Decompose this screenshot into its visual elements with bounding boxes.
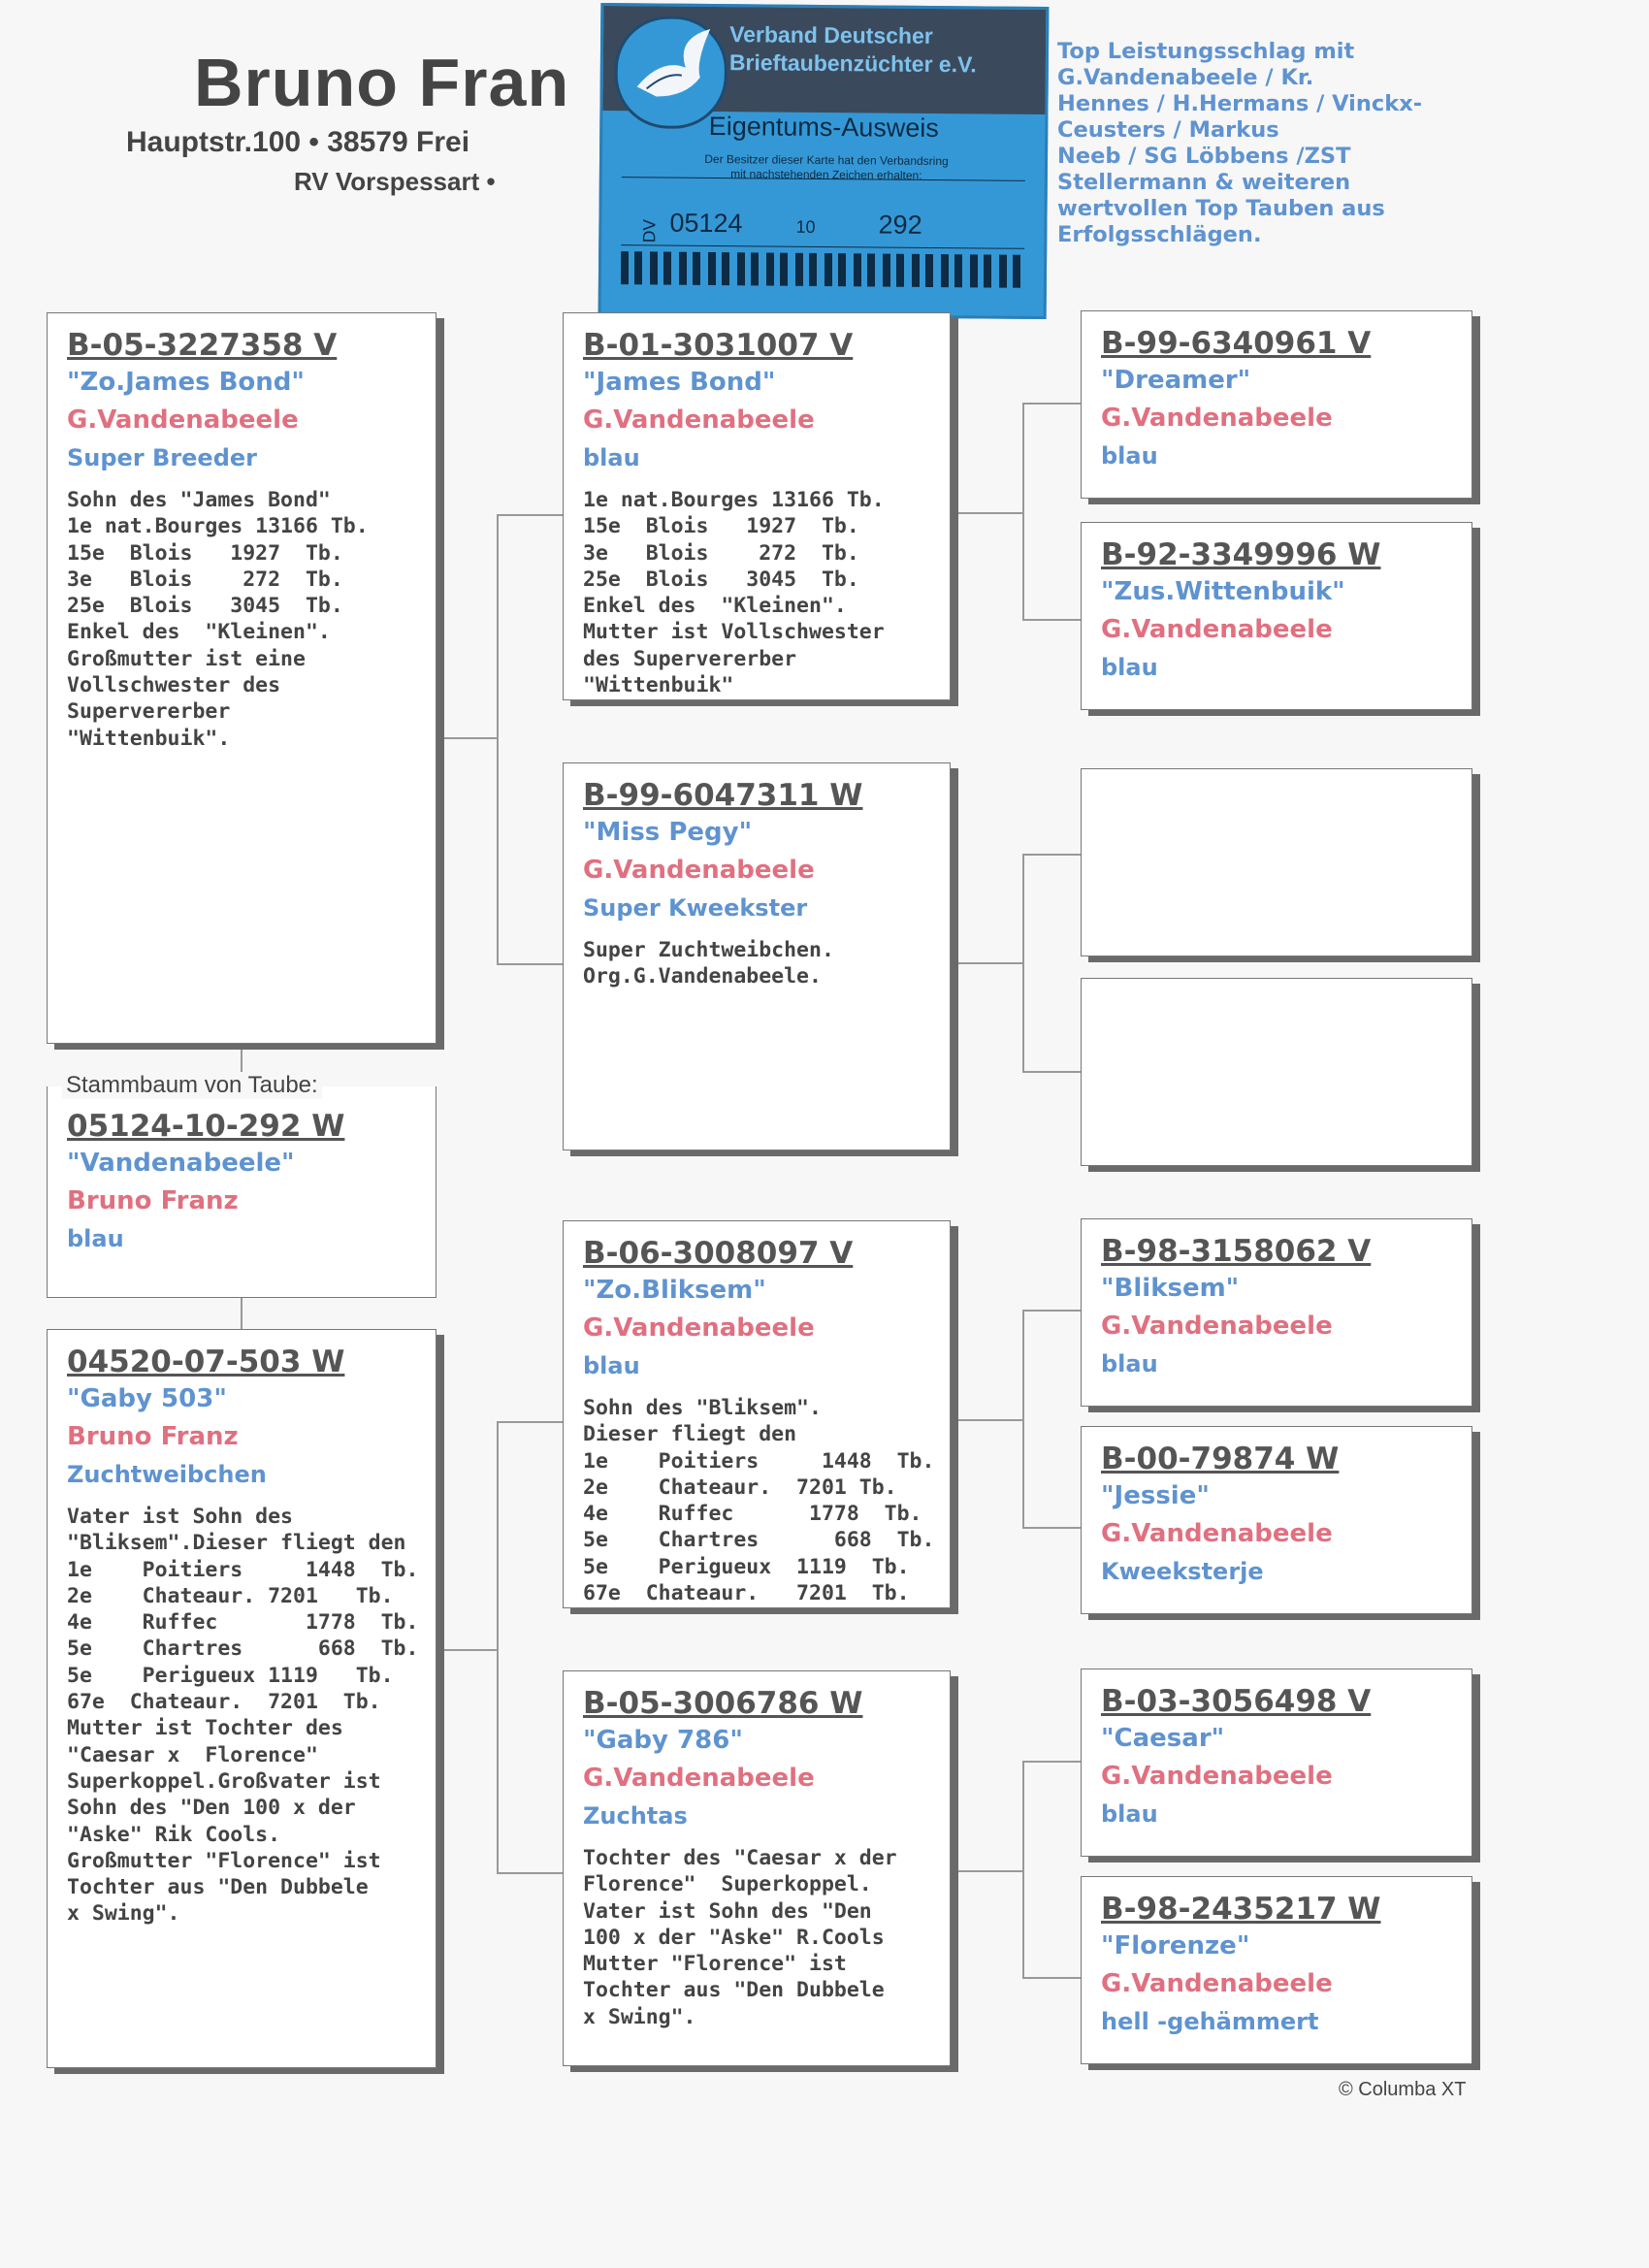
connector-line — [951, 1870, 1022, 1872]
card-ring: 292 — [878, 210, 922, 240]
pedigree-label: Stammbaum von Taube: — [62, 1072, 322, 1099]
connector-line — [1022, 1310, 1024, 1528]
top-note-line: Stellermann & weiteren — [1057, 170, 1351, 195]
pigeon-name: "Gaby 786" — [583, 1726, 743, 1755]
connector-line — [436, 737, 497, 739]
ring-number: B-99-6047311 W — [583, 778, 863, 813]
connector-line — [241, 1298, 242, 1329]
pigeon-notes: Vater ist Sohn des "Bliksem".Dieser fliegt den 1e Poitiers 1448 Tb. 2e Chateaur. 7201 Tb. 4e Ruffec 1778 Tb. 5e Chartres 668 Tb. 5e Perigueux 1119 Tb. 67e Chateaur. 7201 Tb. Mutter ist Tochter des "Caesar x Florence" Superkoppel.Großvater ist Sohn des "Den 100 x der "Aske" Rik Cools. Großmutter "Florence" ist Tochter aus "Den Dubbele x Swing". — [67, 1505, 419, 1927]
pedigree-box-dd-sire — [1081, 1669, 1472, 1857]
pigeon-breeder: G.Vandenabeele — [583, 856, 815, 885]
connector-line — [951, 512, 1022, 514]
connector-line — [1022, 854, 1024, 1072]
connector-line — [497, 1421, 499, 1872]
pigeon-breeder: G.Vandenabeele — [67, 405, 299, 435]
pedigree-box-dam-dam — [563, 1670, 951, 2066]
ring-number: B-99-6340961 V — [1101, 326, 1372, 361]
connector-line — [1022, 403, 1081, 405]
pigeon-breeder: G.Vandenabeele — [583, 1313, 815, 1343]
connector-line — [497, 514, 563, 516]
ring-number: 04520-07-503 W — [67, 1345, 345, 1379]
pigeon-name: "Zo.Bliksem" — [583, 1276, 766, 1305]
pigeon-color: hell -gehämmert — [1101, 2008, 1319, 2035]
pigeon-breeder: G.Vandenabeele — [1101, 615, 1333, 644]
card-number: 05124 — [669, 208, 743, 239]
pigeon-color: blau — [1101, 1350, 1158, 1377]
connector-line — [1022, 1527, 1081, 1529]
breeder-address: Hauptstr.100 • 38579 Frei — [126, 126, 470, 158]
top-note-line: Hennes / H.Hermans / Vinckx- — [1057, 91, 1423, 116]
pedigree-box-subject — [47, 1086, 436, 1298]
pedigree-box-dam-sire — [563, 1220, 951, 1608]
pigeon-name: "Gaby 503" — [67, 1384, 227, 1413]
top-note-line: Ceusters / Markus — [1057, 117, 1279, 143]
ring-number: B-98-2435217 W — [1101, 1892, 1381, 1927]
card-heading: Eigentums-Ausweis — [708, 111, 939, 144]
pigeon-color: blau — [67, 1225, 124, 1252]
pigeon-name: "Jessie" — [1101, 1481, 1210, 1510]
pigeon-breeder: G.Vandenabeele — [1101, 1312, 1333, 1341]
breeder-name-heading: Bruno Fran — [194, 45, 570, 120]
card-ring-number — [669, 209, 922, 241]
pedigree-box-ss-sire — [1081, 310, 1472, 499]
ring-number: B-00-79874 W — [1101, 1442, 1340, 1476]
copyright-footer: © Columba XT — [1339, 2079, 1467, 2100]
top-note-line: Erfolgsschlägen. — [1057, 222, 1262, 247]
pigeon-breeder: G.Vandenabeele — [583, 405, 815, 435]
card-title — [729, 20, 977, 79]
pigeon-name: "Florenze" — [1101, 1931, 1250, 1960]
pedigree-box-dam — [47, 1329, 436, 2068]
pedigree-box-sire-dam — [563, 762, 951, 1150]
pedigree-box-sd-dam-empty — [1081, 978, 1472, 1166]
pedigree-box-ss-dam — [1081, 522, 1472, 710]
breeder-club: RV Vorspessart • — [294, 167, 496, 196]
ring-number: B-01-3031007 V — [583, 328, 854, 363]
pedigree-box-sire-sire — [563, 312, 951, 700]
ring-number: B-05-3006786 W — [583, 1686, 863, 1721]
card-prefix: DV — [640, 218, 661, 243]
pigeon-name: "Miss Pegy" — [583, 818, 753, 847]
connector-line — [951, 1419, 1022, 1421]
top-note-line: Neeb / SG Löbbens /ZST — [1057, 144, 1351, 169]
connector-line — [1022, 1761, 1024, 1979]
pigeon-breeder: Bruno Franz — [67, 1422, 239, 1451]
connector-line — [1022, 1761, 1081, 1763]
pedigree-box-sd-sire-empty — [1081, 768, 1472, 956]
pigeon-name: "Dreamer" — [1101, 366, 1251, 395]
pedigree-box-ds-sire — [1081, 1218, 1472, 1407]
connector-line — [497, 963, 563, 965]
pigeon-name: "Bliksem" — [1101, 1274, 1240, 1303]
card-description-line: Der Besitzer dieser Karte hat den Verbandsring — [704, 151, 949, 169]
connector-line — [1022, 619, 1081, 621]
pigeon-name: "James Bond" — [583, 368, 776, 397]
pedigree-box-dd-dam — [1081, 1876, 1472, 2064]
pigeon-breeder: Bruno Franz — [67, 1186, 239, 1215]
ownership-card — [598, 3, 1050, 319]
pigeon-breeder: G.Vandenabeele — [583, 1764, 815, 1793]
pigeon-color: Super Kweekster — [583, 894, 808, 922]
ring-number: B-03-3056498 V — [1101, 1684, 1372, 1719]
top-note-line: wertvollen Top Tauben aus — [1057, 196, 1385, 221]
connector-line — [497, 1421, 563, 1423]
card-title-line: Verband Deutscher — [729, 21, 933, 49]
pigeon-breeder: G.Vandenabeele — [1101, 1519, 1333, 1548]
pigeon-color: blau — [1101, 1800, 1158, 1828]
connector-line — [497, 1872, 563, 1874]
connector-line — [436, 1649, 497, 1651]
top-note-line: Top Leistungsschlag mit — [1057, 39, 1355, 64]
card-rule — [621, 244, 1024, 249]
pigeon-name: "Caesar" — [1101, 1724, 1225, 1753]
card-description-line: mit nachstehenden Zeichen erhalten: — [730, 167, 922, 182]
pigeon-breeder: G.Vandenabeele — [1101, 1969, 1333, 1998]
pigeon-notes: Tochter des "Caesar x der Florence" Superkoppel. Vater ist Sohn des "Den 100 x der "Aske" R.Cools Mutter "Florence" ist Tochter aus "Den Dubbele x Swing". — [583, 1846, 897, 2029]
top-note-line: G.Vandenabeele / Kr. — [1057, 65, 1314, 90]
pigeon-notes: 1e nat.Bourges 13166 Tb. 15e Blois 1927 Tb. 3e Blois 272 Tb. 25e Blois 3045 Tb. Enkel des "Kleinen". Mutter ist Vollschwester des Supervererber "Wittenbuik" — [583, 488, 885, 698]
connector-line — [497, 514, 499, 965]
connector-line — [1022, 854, 1081, 856]
pigeon-color: blau — [1101, 654, 1158, 681]
pigeon-color: Super Breeder — [67, 444, 257, 471]
pigeon-notes: Sohn des "James Bond" 1e nat.Bourges 13166 Tb. 15e Blois 1927 Tb. 3e Blois 272 Tb. 25e Blois 3045 Tb. Enkel des "Kleinen". Großmutter ist eine Vollschwester des Supervererber "Wittenbuik". — [67, 488, 369, 751]
pigeon-color: Zuchtas — [583, 1802, 688, 1830]
pigeon-color: Kweeksterje — [1101, 1558, 1264, 1585]
pigeon-name: "Vandenabeele" — [67, 1149, 295, 1178]
ring-number: B-98-3158062 V — [1101, 1234, 1372, 1269]
pedigree-box-sire — [47, 312, 436, 1044]
pigeon-color: Zuchtweibchen — [67, 1461, 267, 1488]
ring-number: B-06-3008097 V — [583, 1236, 854, 1271]
connector-line — [1022, 1310, 1081, 1312]
connector-line — [1022, 1977, 1081, 1979]
pigeon-breeder: G.Vandenabeele — [1101, 1762, 1333, 1791]
connector-line — [951, 962, 1022, 964]
connector-line — [1022, 1071, 1081, 1073]
card-year: 10 — [795, 216, 816, 237]
ring-number: 05124-10-292 W — [67, 1109, 345, 1144]
card-pattern-border — [621, 251, 1024, 288]
ring-number: B-05-3227358 V — [67, 328, 338, 363]
pigeon-name: "Zo.James Bond" — [67, 368, 305, 397]
pigeon-breeder: G.Vandenabeele — [1101, 404, 1333, 433]
pigeon-notes: Sohn des "Bliksem". Dieser fliegt den 1e Poitiers 1448 Tb. 2e Chateaur. 7201 Tb. 4e Ruffec 1778 Tb. 5e Chartres 668 Tb. 5e Perigueux 1119 Tb. 67e Chateaur. 7201 Tb. — [583, 1396, 935, 1606]
ring-number: B-92-3349996 W — [1101, 537, 1381, 572]
pigeon-color: blau — [583, 1352, 640, 1379]
top-note — [1057, 39, 1494, 248]
pedigree-box-ds-dam — [1081, 1426, 1472, 1614]
pigeon-name: "Zus.Wittenbuik" — [1101, 577, 1345, 606]
card-title-line: Brieftaubenzüchter e.V. — [728, 49, 977, 78]
connector-line — [1022, 403, 1024, 621]
pigeon-color: blau — [1101, 442, 1158, 470]
pigeon-notes: Super Zuchtweibchen. Org.G.Vandenabeele. — [583, 938, 834, 989]
pigeon-color: blau — [583, 444, 640, 471]
